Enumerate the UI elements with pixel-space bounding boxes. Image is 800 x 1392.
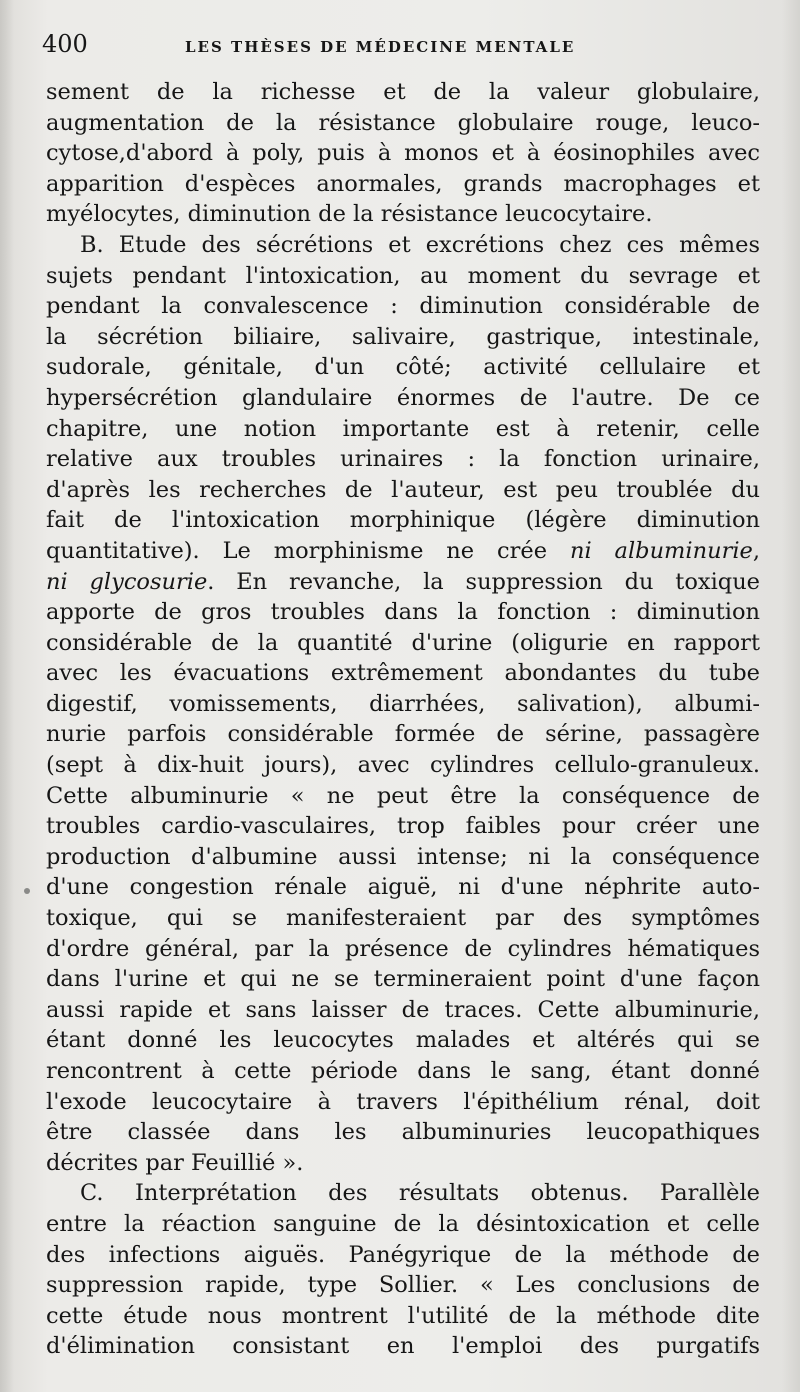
ink-speck [24, 888, 30, 894]
text-line: étant donné les leucocytes malades et altérés qui se [46, 1027, 760, 1054]
text-line: chapitre, une notion importante est à retenir, celle [46, 415, 760, 442]
text-line: des infections aiguës. Panégyrique de la méthode de [46, 1241, 760, 1268]
text-line: d'après les recherches de l'auteur, est peu troublée du [46, 476, 760, 503]
text-line: ni glycosurie. En revanche, la suppression du toxique [46, 568, 760, 595]
text-line: d'une congestion rénale aiguë, ni d'une néphrite auto- [46, 874, 760, 901]
text-line: sement de la richesse et de la valeur globulaire, [46, 79, 760, 105]
text-line: augmentation de la résistance globulaire rouge, leuco- [46, 109, 760, 136]
text-line: B. Etude des sécrétions et excrétions chez ces mêmes [80, 231, 760, 258]
text-line: apparition d'espèces anormales, grands macrophages et [46, 170, 760, 197]
text-line: C. Interprétation des résultats obtenus. Parallèle [80, 1180, 760, 1207]
text-line: d'ordre général, par la présence de cylindres hématiques [46, 935, 760, 962]
text-line: pendant la convalescence : diminution considérable de [46, 293, 760, 320]
text-line: d'élimination consistant en l'emploi des purgatifs [46, 1333, 760, 1360]
page-edge-shadow [782, 0, 800, 1392]
text-line: relative aux troubles urinaires : la fonction urinaire, [46, 446, 760, 473]
page-gutter-shadow [0, 0, 14, 1392]
body-text [46, 77, 760, 1362]
running-title: LES THÈSES DE MÉDECINE MENTALE [185, 38, 576, 56]
text-line: la sécrétion biliaire, salivaire, gastrique, intestinale, [46, 323, 760, 350]
text-line: suppression rapide, type Sollier. « Les conclusions de [46, 1272, 760, 1299]
text-line: hypersécrétion glandulaire énormes de l'autre. De ce [46, 384, 760, 411]
page-header [40, 30, 760, 66]
text-line: sujets pendant l'intoxication, au moment du sevrage et [46, 262, 760, 289]
italic-term: ni glycosurie [46, 568, 208, 595]
text-line: aussi rapide et sans laisser de traces. Cette albuminurie, [46, 996, 760, 1023]
text-line: avec les évacuations extrêmement abondantes du tube [46, 660, 760, 687]
text-line: production d'albumine aussi intense; ni la conséquence [46, 843, 760, 870]
text-line: l'exode leucocytaire à travers l'épithélium rénal, doit [46, 1088, 760, 1115]
text-line: (sept à dix-huit jours), avec cylindres cellulo-granuleux. [46, 752, 760, 779]
text-line: cytose,d'abord à poly, puis à monos et à éosinophiles avec [46, 140, 760, 167]
text-line: cette étude nous montrent l'utilité de la méthode dite [46, 1302, 760, 1329]
text-line: entre la réaction sanguine de la désintoxication et celle [46, 1210, 760, 1237]
italic-term: ni albuminurie [569, 537, 753, 564]
text-line: quantitative). Le morphinisme ne crée ni albuminurie, [46, 537, 760, 564]
text-line: digestif, vomissements, diarrhées, salivation), albumi- [46, 690, 760, 717]
text-line: apporte de gros troubles dans la fonction : diminution [46, 599, 760, 626]
text-line: fait de l'intoxication morphinique (légère diminution [46, 507, 760, 534]
text-line: dans l'urine et qui ne se termineraient point d'une façon [46, 966, 760, 993]
text-line: être classée dans les albuminuries leucopathiques [46, 1119, 760, 1146]
text-line: Cette albuminurie « ne peut être la conséquence de [46, 782, 760, 809]
text-line: myélocytes, diminution de la résistance leucocytaire. [46, 201, 653, 228]
text-line: rencontrent à cette période dans le sang, étant donné [46, 1058, 760, 1084]
text-line: sudorale, génitale, d'un côté; activité cellulaire et [46, 354, 760, 381]
page-number: 400 [42, 30, 88, 58]
text-line: nurie parfois considérable formée de sérine, passagère [46, 721, 760, 748]
text-line: troubles cardio-vasculaires, trop faibles pour créer une [46, 813, 760, 840]
text-line: toxique, qui se manifesteraient par des symptômes [46, 905, 760, 932]
text-line: considérable de la quantité d'urine (oligurie en rapport [46, 629, 760, 656]
text-line: décrites par Feuillié ». [46, 1149, 304, 1176]
